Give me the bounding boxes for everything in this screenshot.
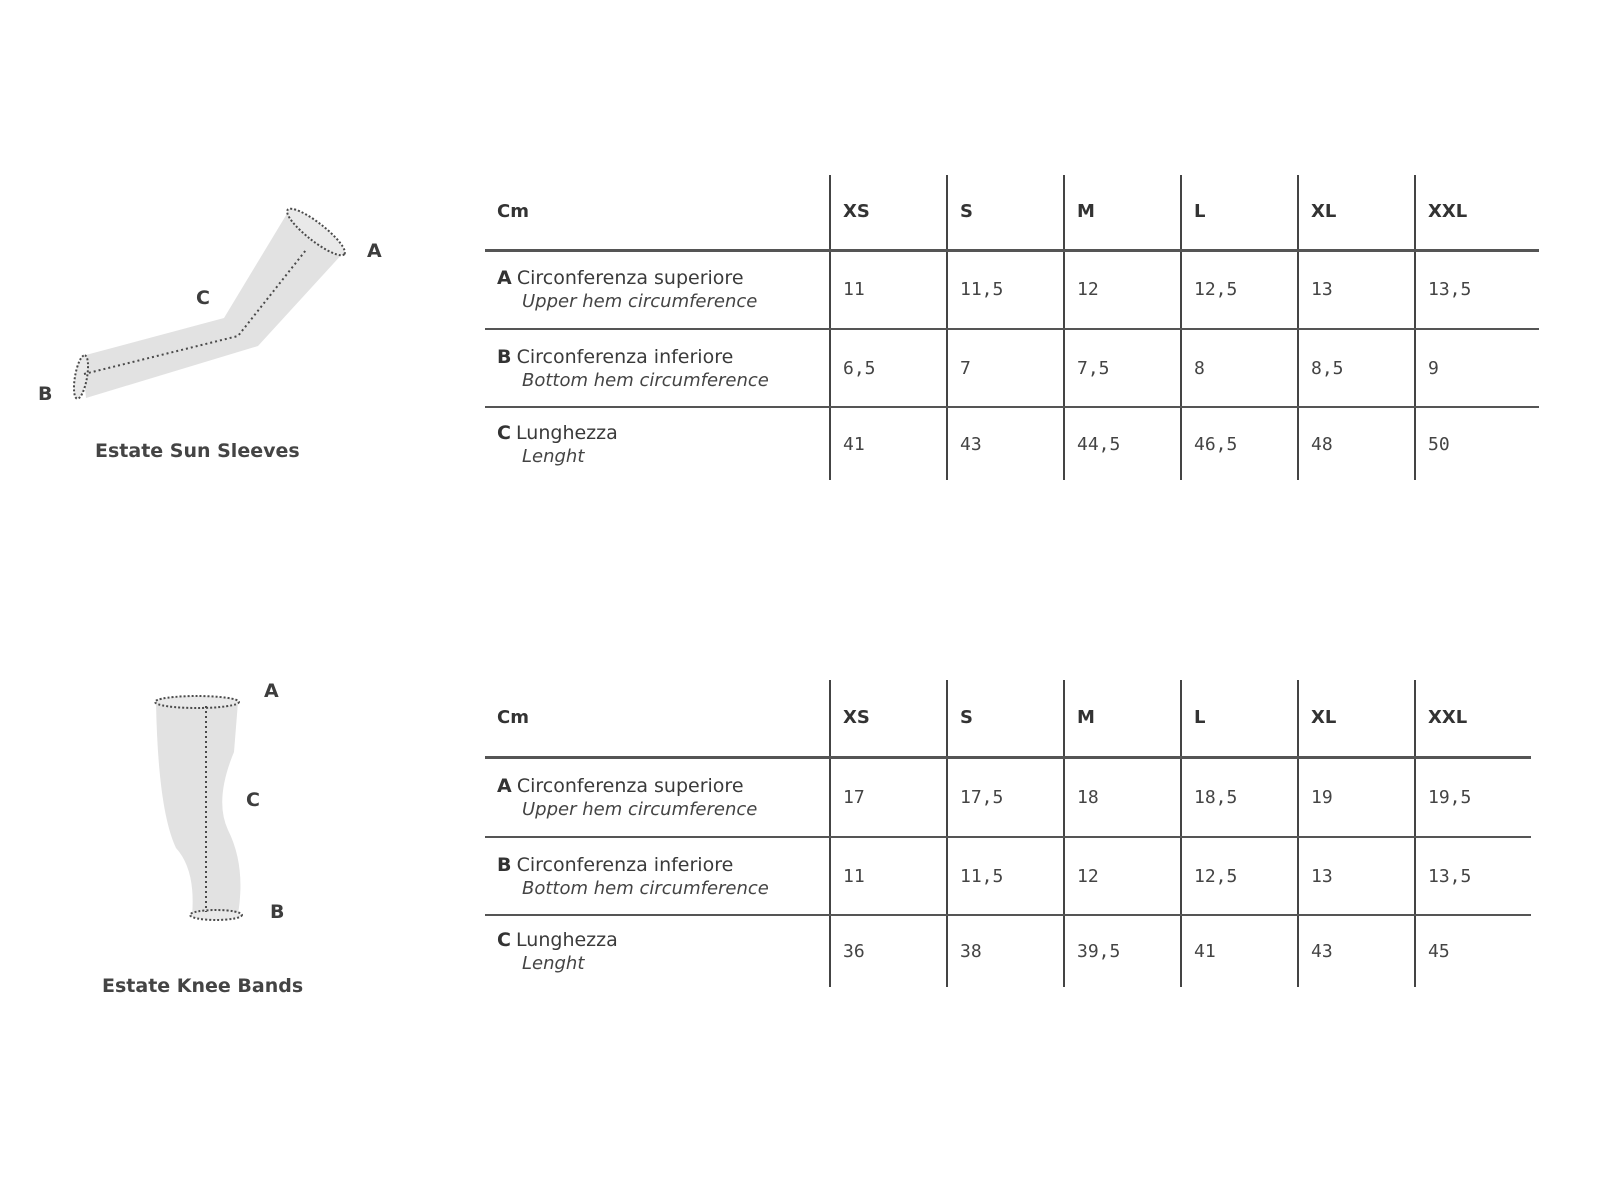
- table-row: [485, 250, 1539, 329]
- unit-header: Cm: [485, 175, 830, 250]
- row-label-italian: Circonferenza inferiore: [516, 345, 734, 368]
- table-cell: 8: [1181, 329, 1298, 407]
- table-cell: 13,5: [1415, 250, 1539, 329]
- size-header-xs: XS: [830, 175, 947, 250]
- table-cell: 18,5: [1181, 757, 1298, 837]
- knee-band-letter-c: C: [246, 789, 260, 811]
- table-cell: 12,5: [1181, 250, 1298, 329]
- sun-sleeve-letter-c: C: [196, 287, 210, 309]
- row-label-english: Bottom hem circumference: [522, 369, 769, 391]
- table-cell: 41: [1181, 915, 1298, 987]
- row-letter: A: [497, 267, 512, 290]
- row-letter: C: [497, 421, 511, 444]
- table-cell: 11,5: [947, 250, 1064, 329]
- table-cell: 8,5: [1298, 329, 1415, 407]
- row-label: [485, 250, 830, 329]
- table-cell: 12,5: [1181, 837, 1298, 915]
- row-letter: C: [497, 929, 511, 951]
- row-label-english: Upper hem circumference: [522, 291, 758, 313]
- table-cell: 12: [1064, 250, 1181, 329]
- sun-sleeve-figure: [0, 0, 420, 480]
- table-cell: 46,5: [1181, 407, 1298, 480]
- knee-bands-size-table: [485, 680, 1531, 987]
- table-cell: 36: [830, 915, 947, 987]
- table-cell: 11: [830, 250, 947, 329]
- size-header-l: L: [1181, 680, 1298, 757]
- size-header-l: L: [1181, 175, 1298, 250]
- table-cell: 43: [947, 407, 1064, 480]
- table-row: [485, 329, 1539, 407]
- row-label-italian: Lunghezza: [516, 929, 618, 951]
- unit-header: Cm: [485, 680, 830, 757]
- table-cell: 45: [1415, 915, 1531, 987]
- row-label: [485, 407, 830, 480]
- row-label-english: Lenght: [522, 953, 585, 974]
- table-cell: 50: [1415, 407, 1539, 480]
- size-header-s: S: [947, 175, 1064, 250]
- table-cell: 44,5: [1064, 407, 1181, 480]
- table-row: [485, 837, 1531, 915]
- size-header-xs: XS: [830, 680, 947, 757]
- size-header-m: M: [1064, 175, 1181, 250]
- row-letter: A: [497, 774, 512, 797]
- size-header-xl: XL: [1298, 175, 1415, 250]
- table-cell: 19,5: [1415, 757, 1531, 837]
- row-label-italian: Circonferenza superiore: [516, 774, 744, 797]
- knee-band-illustration: [0, 660, 420, 1020]
- table-cell: 41: [830, 407, 947, 480]
- sun-sleeves-size-table: [485, 175, 1539, 480]
- table-cell: 7,5: [1064, 329, 1181, 407]
- table-cell: 11: [830, 837, 947, 915]
- row-label-italian: Circonferenza inferiore: [516, 853, 734, 876]
- knee-band-letter-a: A: [264, 680, 279, 702]
- row-label: [485, 837, 830, 915]
- table-cell: 6,5: [830, 329, 947, 407]
- sun-sleeve-letter-a: A: [367, 240, 382, 262]
- table-cell: 43: [1298, 915, 1415, 987]
- row-label: [485, 757, 830, 837]
- table-cell: 7: [947, 329, 1064, 407]
- table-cell: 39,5: [1064, 915, 1181, 987]
- size-header-s: S: [947, 680, 1064, 757]
- table-cell: 9: [1415, 329, 1539, 407]
- table-cell: 17: [830, 757, 947, 837]
- knee-band-letter-b: B: [270, 901, 285, 923]
- table-cell: 13: [1298, 837, 1415, 915]
- table-cell: 17,5: [947, 757, 1064, 837]
- table-cell: 18: [1064, 757, 1181, 837]
- table-header-row: [485, 680, 1531, 757]
- table-cell: 19: [1298, 757, 1415, 837]
- knee-band-figure: [0, 660, 420, 1020]
- row-label-italian: Lunghezza: [516, 421, 618, 444]
- size-header-xl: XL: [1298, 680, 1415, 757]
- row-label-italian: Circonferenza superiore: [516, 267, 744, 290]
- table-header-row: [485, 175, 1539, 250]
- table-cell: 11,5: [947, 837, 1064, 915]
- table-cell: 13: [1298, 250, 1415, 329]
- table-cell: 13,5: [1415, 837, 1531, 915]
- size-header-xxl: XXL: [1415, 175, 1539, 250]
- table-row: [485, 915, 1531, 987]
- table-cell: 12: [1064, 837, 1181, 915]
- row-label-english: Lenght: [522, 445, 585, 467]
- row-label-english: Bottom hem circumference: [522, 877, 769, 899]
- row-label-english: Upper hem circumference: [522, 798, 758, 820]
- sun-sleeves-title: Estate Sun Sleeves: [95, 440, 300, 462]
- table-row: [485, 407, 1539, 480]
- row-label: [485, 329, 830, 407]
- row-label: [485, 915, 830, 987]
- size-header-m: M: [1064, 680, 1181, 757]
- size-header-xxl: XXL: [1415, 680, 1531, 757]
- row-letter: B: [497, 853, 512, 876]
- row-letter: B: [497, 345, 512, 368]
- sun-sleeve-letter-b: B: [38, 383, 53, 405]
- table-cell: 48: [1298, 407, 1415, 480]
- sun-sleeve-illustration: [0, 0, 420, 480]
- table-cell: 38: [947, 915, 1064, 987]
- table-row: [485, 757, 1531, 837]
- knee-bands-title: Estate Knee Bands: [102, 975, 304, 997]
